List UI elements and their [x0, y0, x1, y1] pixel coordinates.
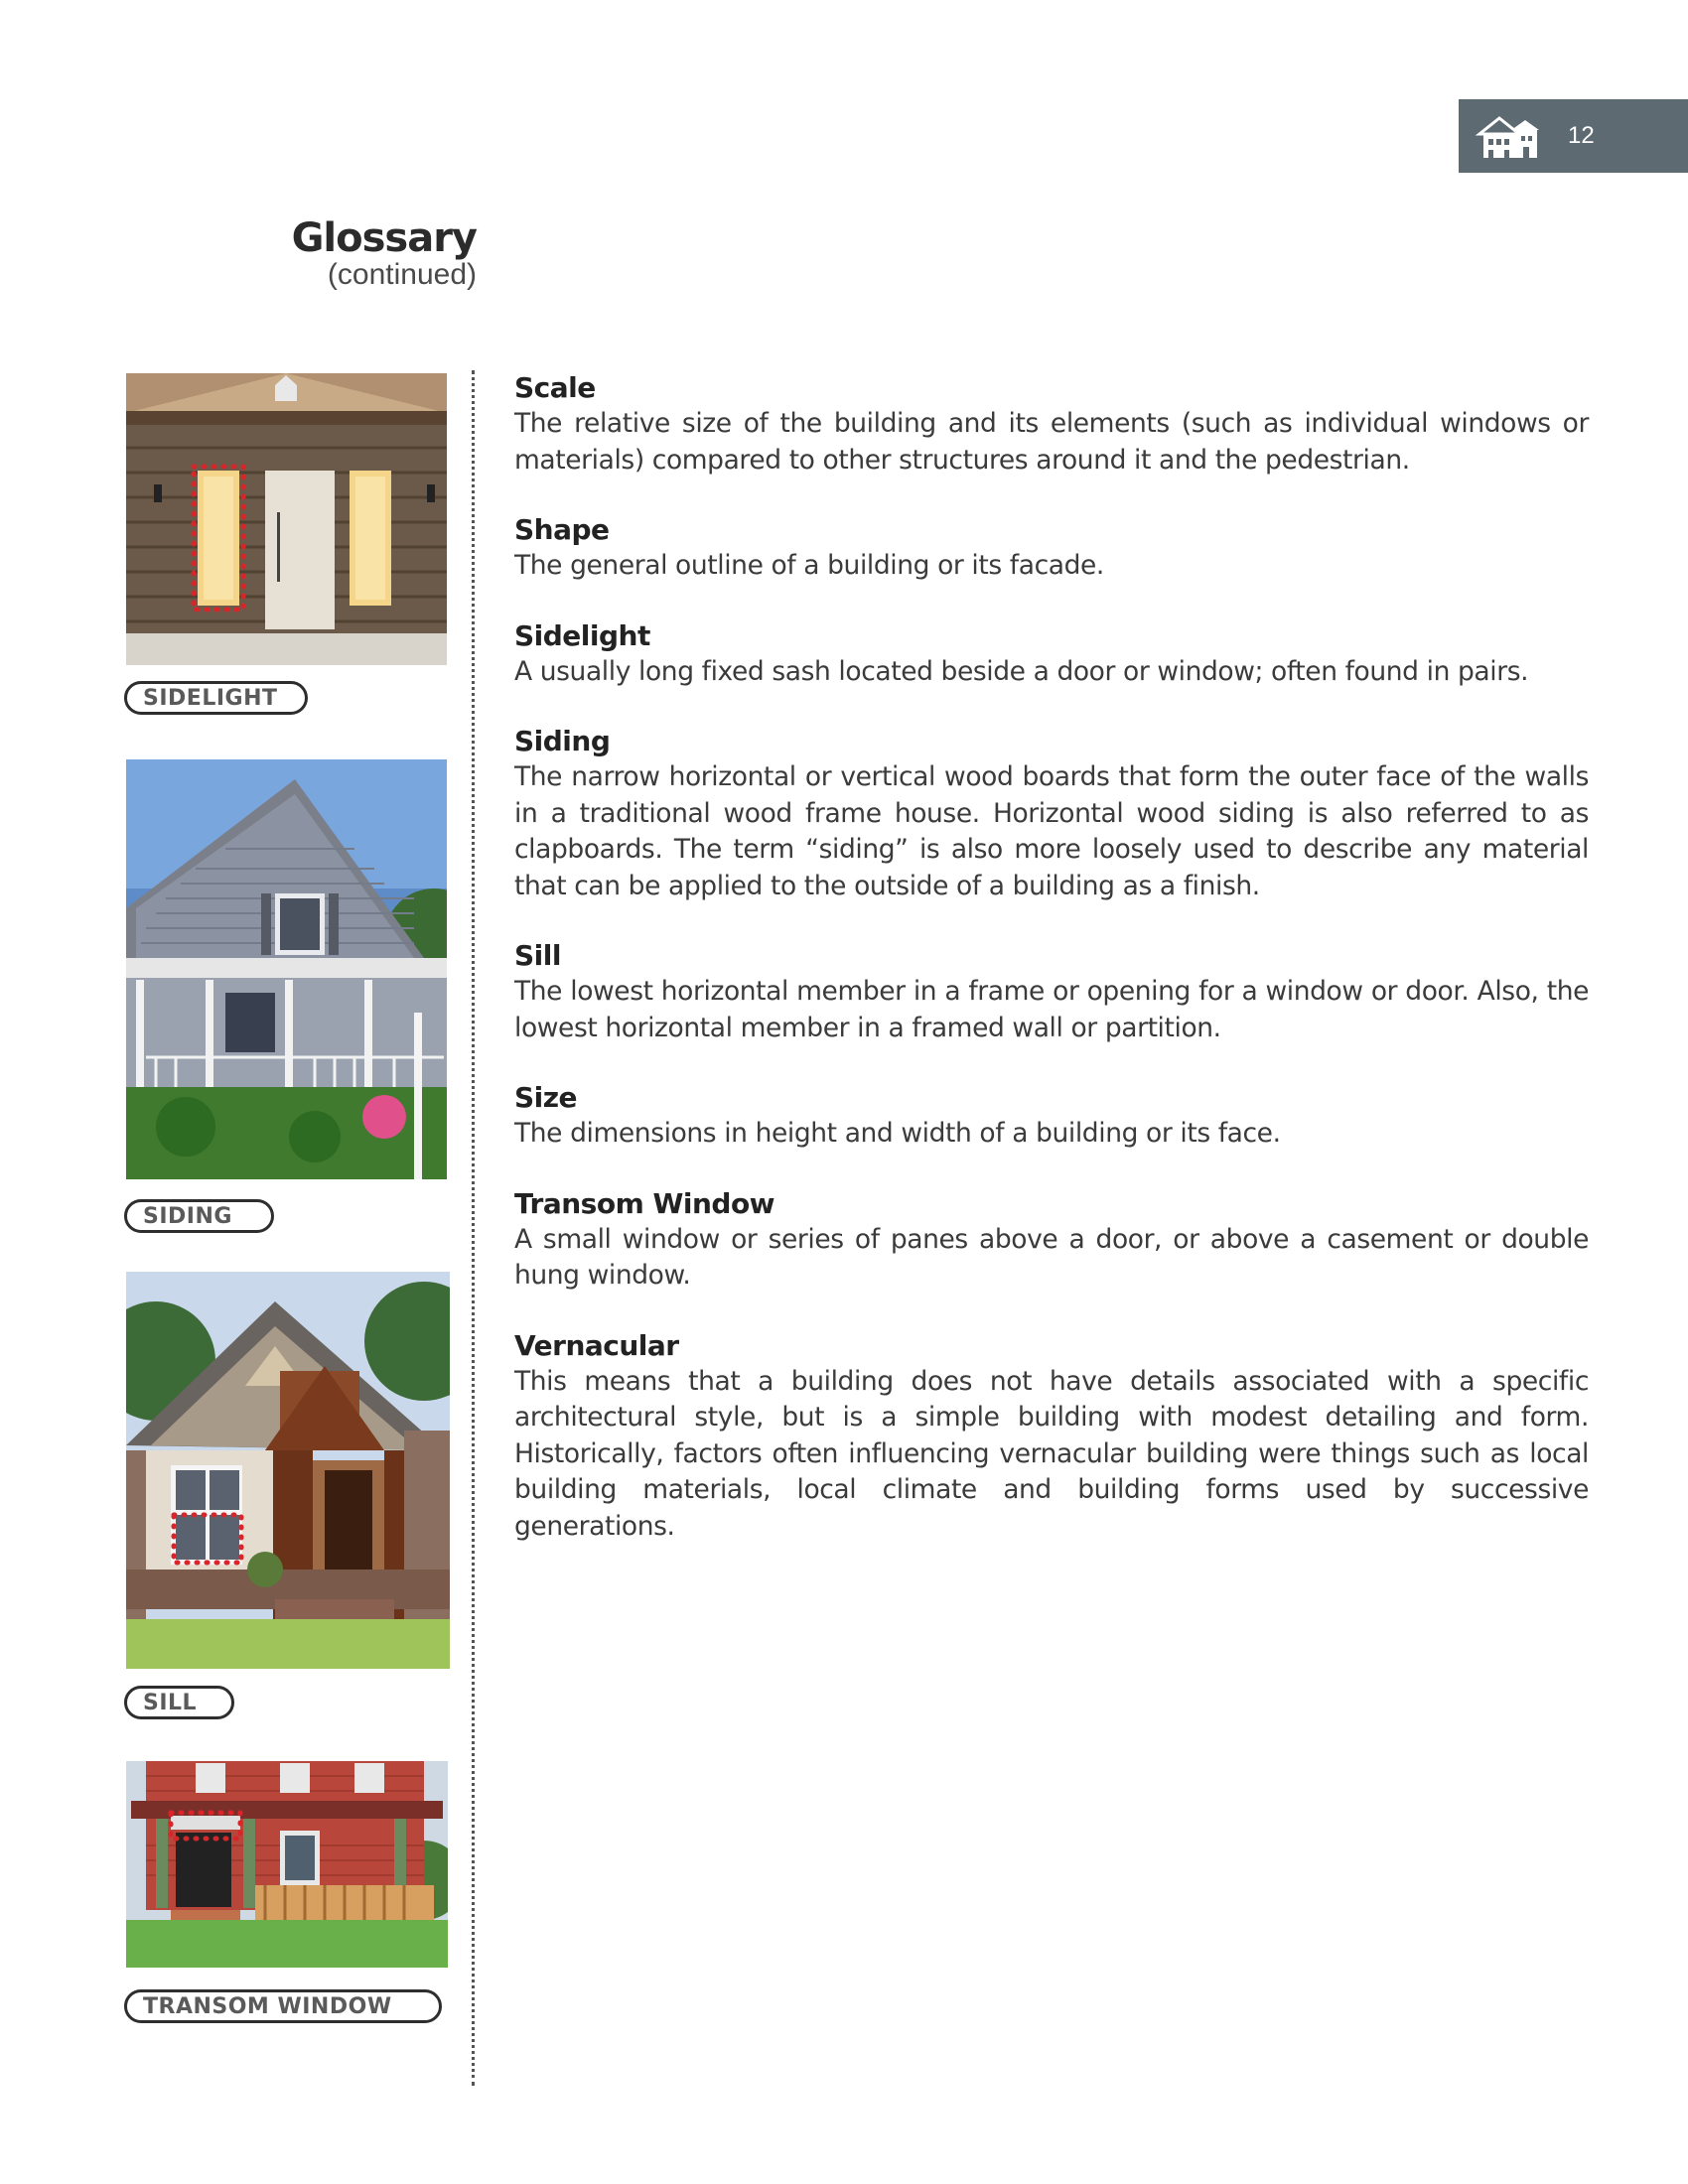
glossary-definition: This means that a building does not have details associated with a specific architectural style, but is a simple building with modest detailing and form. Historically, factors often influencing vernacular building were things such as local building materials, local climate and building forms used by successive generations.	[514, 1365, 1589, 1542]
dotted-divider	[472, 370, 475, 2086]
glossary-entry-sidelight	[514, 618, 1589, 691]
glossary-term: Size	[514, 1081, 578, 1114]
glossary-entry-transom-window	[514, 1186, 1589, 1295]
house-icon	[1476, 112, 1541, 160]
sill-photo	[126, 1272, 450, 1669]
glossary-list	[514, 370, 1589, 1578]
sill-label: SILL	[124, 1686, 234, 1719]
glossary-definition: The lowest horizontal member in a frame or opening for a window or door. Also, the lowest horizontal member in a framed wall or partition.	[514, 976, 1589, 1043]
glossary-term: Sill	[514, 939, 561, 972]
transom-window-photo	[126, 1761, 448, 1968]
glossary-definition: The narrow horizontal or vertical wood boards that form the outer face of the walls in a traditional wood frame house. Horizontal wood siding is also referred to as clapboards. The term “siding” is also more loosely used to describe any material that can be applied to the outside of a building as a finish.	[514, 761, 1589, 901]
glossary-term: Transom Window	[514, 1186, 775, 1220]
page-number-tab	[1459, 99, 1688, 173]
title-block	[199, 212, 477, 292]
transom-window-label: TRANSOM WINDOW	[124, 1989, 442, 2023]
glossary-term: Scale	[514, 371, 596, 404]
sidelight-photo	[126, 373, 447, 665]
glossary-definition: The dimensions in height and width of a building or its face.	[514, 1118, 1281, 1149]
glossary-entry-siding	[514, 724, 1589, 904]
glossary-entry-sill	[514, 938, 1589, 1046]
page-number: 12	[1568, 122, 1595, 149]
page-title: Glossary	[291, 215, 477, 261]
glossary-term: Shape	[514, 513, 610, 546]
glossary-entry-size	[514, 1080, 1589, 1153]
glossary-definition: The relative size of the building and its elements (such as individual windows or materials) compared to other structures around it and the pedestrian.	[514, 408, 1589, 476]
glossary-definition: The general outline of a building or its facade.	[514, 550, 1104, 581]
glossary-definition: A small window or series of panes above a door, or above a casement or double hung window.	[514, 1223, 1589, 1291]
siding-photo	[126, 759, 447, 1179]
page-subtitle: (continued)	[327, 258, 477, 291]
glossary-term: Vernacular	[514, 1328, 679, 1362]
sidelight-label: SIDELIGHT	[124, 681, 308, 715]
glossary-entry-vernacular	[514, 1328, 1589, 1546]
glossary-entry-shape	[514, 512, 1589, 585]
glossary-entry-scale	[514, 370, 1589, 478]
glossary-term: Sidelight	[514, 618, 650, 652]
glossary-term: Siding	[514, 725, 611, 757]
siding-label: SIDING	[124, 1199, 274, 1233]
glossary-definition: A usually long fixed sash located beside a door or window; often found in pairs.	[514, 655, 1529, 687]
